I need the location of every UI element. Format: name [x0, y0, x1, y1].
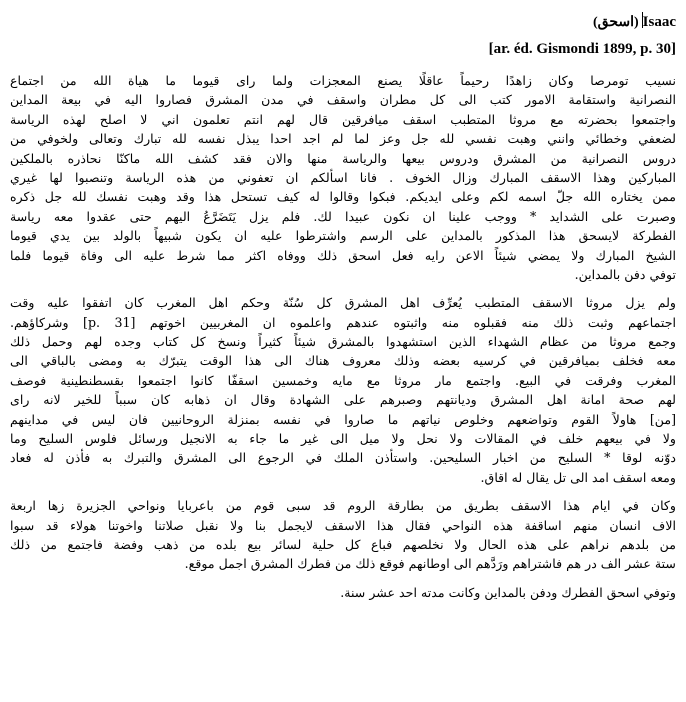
- arabic-name: (اسحق): [592, 15, 639, 30]
- text-line: من بلدهم نراهم على هذه الحال ولا نخلصهم فباع كل حلية لسائر بيع بلده من ذهب وفضة فاجتمع من ذلك: [10, 536, 676, 552]
- paragraph: [10, 71, 676, 284]
- text-line: واجتمعوا بحضرته مع مروثا المتطبب اسقف ميافرقين قال لهم انتم تعلمون اني لا اصلح لهذه الرياسة: [10, 111, 676, 127]
- text-line: ممن يختاره الله جلّ اسمه لكم وعلى ايديكم. فبكوا وقالوا له كيف تستحل هذا وقد وهبت نفسك لله جل ذكره: [10, 189, 676, 205]
- text-line: وجمع مروثا من عظام الشهداء الذين استشهدوا بالمشرق شيئاً كثيراً ونسخ كل كتاب وجده لهم وحمل ذلك: [10, 334, 676, 350]
- text-line: الشيخ المبارك ولا يمضي شيئاً الاعن رايه فعل اسحق ذلك ووفاه اكثر مما شرط عليه الى وفاة قيوما فلما: [10, 247, 676, 263]
- text-line: ومعه اسقف امد الى تل يقال له اقاق.: [480, 469, 676, 485]
- text-line: توفي دفن بالمداين.: [574, 266, 676, 282]
- text-line: نسيب تومرصا وكان زاهدًا رحيماً عاقلًا يصنع المعجزات ولما راى قيوما ما هياة الله من اجتماع: [10, 73, 676, 88]
- text-line: المغرب وفرقت في البيع. واجتمع مار مروثا مع مايه وخمسين اسقفّا كانوا اجتمعوا بقسطنطينية فوصف: [10, 372, 676, 388]
- text-line: لضعفي وخطائي وانني وهبت نفسي لله جل وعز لما لم اجد احدا يبذل نفسه لله تبارك وتعالى ولخوفي من: [10, 131, 676, 147]
- source-reference: [ar. éd. Gismondi 1899, p. 30]: [488, 41, 676, 57]
- text-line: المباركين وهذا الاسقف المبارك وزال الخوف . فانا اسألكم ان تعفوني من هذه الرياسة وتنصبوا لها غيري: [10, 169, 676, 185]
- text-line: وصبرت على الشدايد * ووجب علينا ان نكون عبيدا لك. فلم يزل يَتَضَرَّعُ اليهم حتى عقدوا معه رياسة: [10, 208, 676, 224]
- paragraph: [10, 583, 676, 602]
- text-line: دوّنه لوقا * السليح من اخبار السليحين. واستأذن الملك في الرجوع الى المشرق والتبرك به فأذن له فعاد: [10, 450, 676, 466]
- text-line: اجتماعهم وثبت ذلك منه فقبلوه منه واثبتوه عندهم واعلموه ان المغربيين اخوتهم [p. 31] وشركاؤهم.: [10, 314, 676, 330]
- latin-name: Isaac: [642, 14, 676, 30]
- text-line: الفطركة لايسحق هذا المذكور بالمداين على الرسم واشترطوا عليه ان يكون شبيهاً بالولد بين يدي قيوما: [10, 228, 676, 244]
- text-line: ستة عشر الف در هم فاشتراهم ورَدَّهم الى اوطانهم فوقع ذلك من فطرك المشرق اجمل موقع.: [184, 556, 676, 572]
- text-line: دروس النصرانية من المشرق ودروس بيعها والرياسة منها والان فقد كشف الله ماكنّا نحاذره بالملكين: [10, 150, 676, 166]
- arabic-text-body: [10, 71, 676, 602]
- text-line: ولم يزل مروثا الاسقف المتطبب يُعرِّف اهل المشرق كل سُنّة وحكم اهل المغرب كان اتفقوا عليه وقت: [10, 295, 676, 311]
- text-line: معه فخلف بميافرقين في كرسيه بعضه وذلك معروف هناك الى هذا الوقت يتبرّك به ومضى بالباقي الى: [10, 353, 676, 369]
- text-line: [من] هاولاً القوم وتواضعهم وخلوص نياتهم ما صاروا في نفسه بمنزلة الروحانيين فان ليس في مداينهم: [10, 411, 676, 427]
- text-line: لهم صحة امانة اهل المشرق وديانتهم وصبرهم على الشهادة وقال ان ذهابه كان سبباً للخير لانه راى: [10, 392, 676, 408]
- text-line: النصرانية واستقامة الامور كتب الى كل مطران واسقف في مدن المشرق فصاروا اليه في بيعة المداين: [10, 92, 676, 108]
- text-line: وتوفي اسحق الفطرك ودفن بالمداين وكانت مدته احد عشر سنة.: [340, 584, 676, 600]
- paragraph: [10, 496, 676, 574]
- entry-title: [10, 12, 676, 32]
- paragraph: [10, 293, 676, 487]
- text-line: وكان في ايام هذا الاسقف بطريق من بطارقة الروم قد سبى قوم من باعربايا ونواحي الجزيرة زها اربعة: [10, 498, 676, 514]
- text-line: الاف انسان منهم اساقفة هذه النواحي فقال هذا الاسقف لايجمل بنا ولا نقبل صلاتنا واخوتنا هولاء قد سبوا: [10, 517, 676, 533]
- text-line: ولا في بيعهم خلف في المقالات ولا نحل ولا ميل الى غير ما جاء به الانجيل ورسائل فلوس السليح وما: [10, 431, 676, 447]
